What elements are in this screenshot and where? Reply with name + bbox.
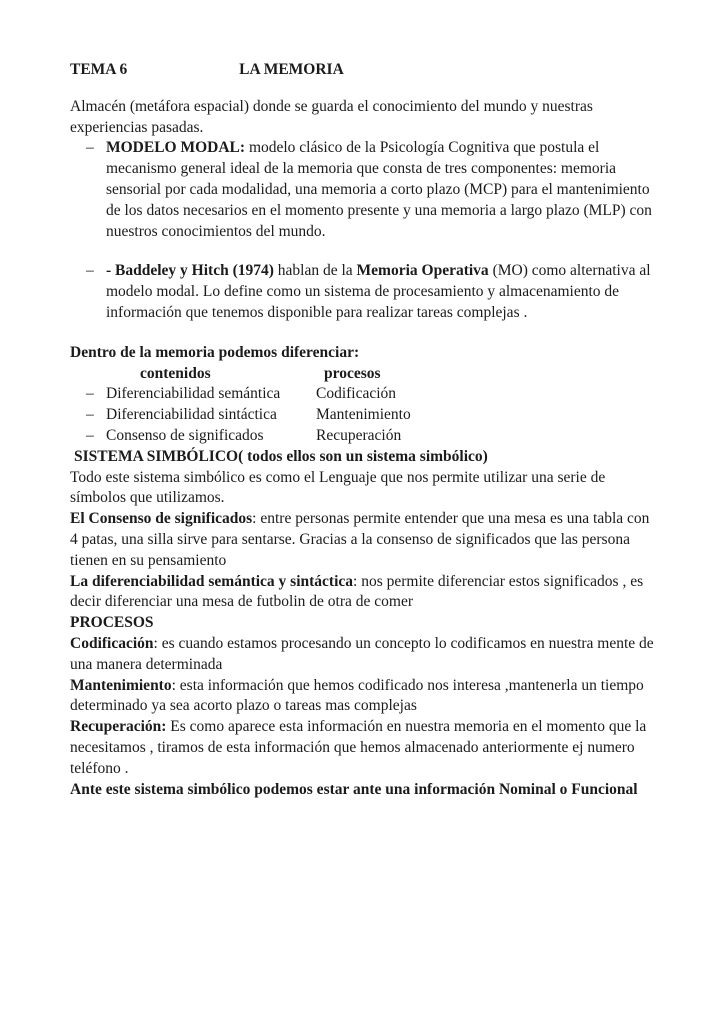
text-run: modelo clásico de la Psicología Cognitiva que postula el mecanismo general ideal de la memoria que consta de tres componentes: memoria sensorial por cada modalidad, una memoria a corto plazo (MCP) para el mantenimiento de los datos necesarios en el momento presente y una memoria a largo plazo (MLP) con nuestros conocimientos del mundo. [106,139,652,240]
text-run: Recuperación: [70,718,167,736]
text-run: Codificación [70,634,154,652]
tema-label: TEMA 6 [70,61,128,78]
table-row [70,384,658,405]
bullet-dash-marker: – [86,139,94,157]
contenido-cell: Consenso de significados [106,426,264,444]
text-run: Ante este sistema simbólico podemos estar ante una información Nominal o Funcional [70,780,638,798]
row-dash-marker: – [86,426,94,444]
proceso-cell: Mantenimiento [316,406,411,424]
proceso-cell: Recuperación [316,426,402,444]
heading-sistema-simbolico: SISTEMA SIMBÓLICO( todos ellos son un sistema simbólico) [74,447,488,465]
paragraph-codificacion [70,634,658,676]
column-header-contenidos: contenidos [140,364,211,382]
text-run: Es como aparece esta información en nuestra memoria en el momento que la necesitamos , tiramos de esta información que hemos almacenado anteriormente ej numero teléfono . [70,718,647,777]
page-title: LA MEMORIA [239,61,344,78]
text-run: : es cuando estamos procesando un concepto lo codificamos en nuestra mente de una manera determinada [70,634,654,673]
paragraph-recuperacion [70,717,658,779]
column-header-procesos: procesos [324,364,381,382]
bullet-text [106,261,658,323]
bullet-text [106,138,658,242]
text-run: La diferenciabilidad semántica y sintáctica [70,572,354,590]
text-run: Todo este sistema simbólico es como el Lenguaje que nos permite utilizar una serie de símbolos que utilizamos. [70,468,606,507]
text-run: MODELO MODAL: [106,139,246,157]
text-run: : nos permite diferenciar estos significados , es decir diferenciar una mesa de futbolin de otra de comer [70,572,644,611]
contents-processes-table [70,364,658,447]
heading-procesos: PROCESOS [70,614,154,632]
title-row [70,60,658,81]
text-run: Mantenimiento [70,676,172,694]
subheading-dentro-memoria: Dentro de la memoria podemos diferenciar: [70,343,360,361]
contenido-cell: Diferenciabilidad semántica [106,385,281,403]
header-marker-spacer [86,364,106,385]
closing-statement [70,780,658,801]
paragraph-lenguaje [70,468,658,510]
table-row [70,405,658,426]
text-run: : esta información que hemos codificado nos interesa ,mantenerla un tiempo determinado ya sea acorto plazo o tareas mas complejas [70,676,644,715]
paragraph-diferenciabilidad [70,572,658,614]
paragraph-consenso-significados [70,509,658,571]
text-run: hablan de la [273,262,357,280]
text-run: : entre personas permite entender que una mesa es una tabla con 4 patas, una silla sirve para sentarse. Gracias a la consenso de significados que las persona tienen en su pensamiento [70,510,650,569]
paragraph-mantenimiento [70,676,658,718]
text-run: El Consenso de significados [70,510,253,528]
bullet-modelo-modal [70,138,658,242]
table-header-row [70,364,658,385]
bullet-dash-marker: – [86,262,94,280]
row-dash-marker: – [86,385,94,403]
intro-paragraph [70,97,658,139]
text-run: Memoria Operativa [356,262,489,280]
text-run: Almacén (metáfora espacial) donde se guarda el conocimiento del mundo y nuestras experiencias pasadas. [70,97,593,136]
contenido-cell: Diferenciabilidad sintáctica [106,406,277,424]
bullet-baddeley-hitch [70,261,658,323]
row-dash-marker: – [86,406,94,424]
text-run: - Baddeley y Hitch (1974) [106,262,274,280]
proceso-cell: Codificación [316,385,397,403]
table-row [70,426,658,447]
text-run: (MO) como alternativa al modelo modal. Lo define como un sistema de procesamiento y almacenamiento de información que tenemos disponible para realizar tareas complejas . [106,262,651,321]
